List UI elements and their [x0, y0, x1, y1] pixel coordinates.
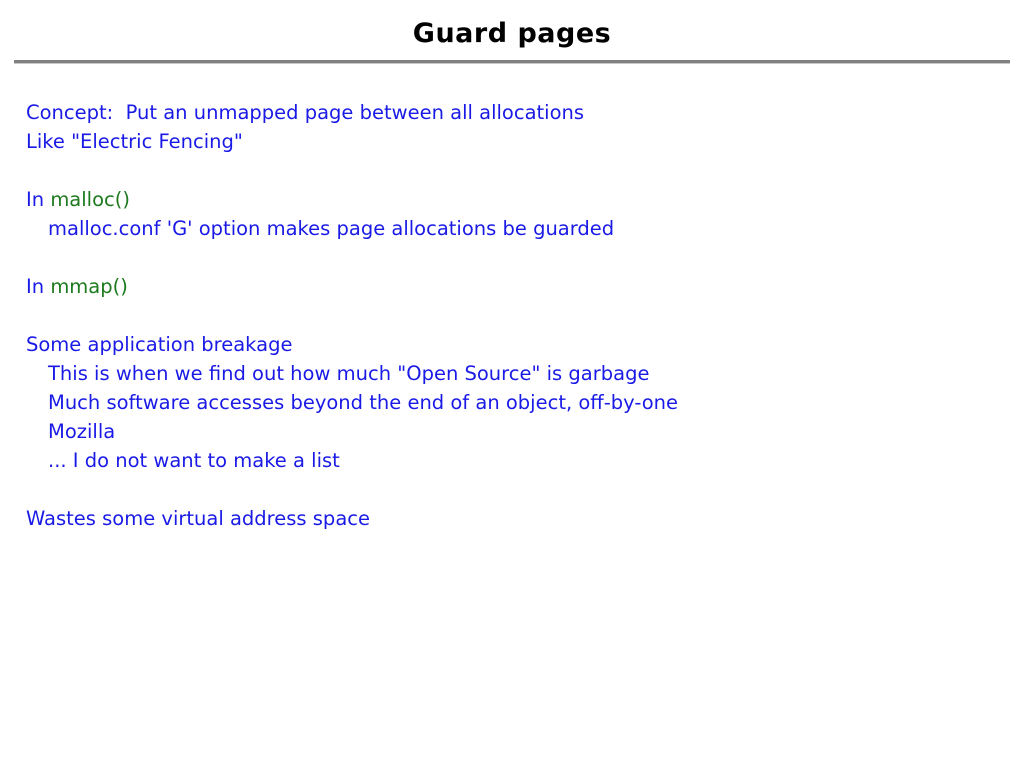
in-mmap-prefix: In	[26, 275, 51, 298]
body-line-wastes-space: Wastes some virtual address space	[26, 507, 370, 530]
body-line-no-list: ... I do not want to make a list	[48, 449, 340, 472]
page-title: Guard pages	[412, 18, 612, 49]
body-spacer	[26, 475, 998, 504]
body-line-off-by-one: Much software accesses beyond the end of an object, off-by-one	[48, 391, 679, 414]
body-spacer	[26, 156, 998, 185]
body-spacer	[26, 301, 998, 330]
body-line-mozilla: Mozilla	[48, 420, 116, 443]
in-malloc-prefix: In	[26, 188, 51, 211]
body-line-electric-fencing: Like "Electric Fencing"	[26, 130, 243, 153]
body-line-malloc-conf: malloc.conf 'G' option makes page allocations be guarded	[48, 217, 615, 240]
slide-body	[26, 98, 998, 533]
mmap-code: mmap()	[50, 275, 128, 298]
body-line-open-source: This is when we find out how much "Open Source" is garbage	[48, 362, 650, 385]
body-line-in-malloc	[26, 185, 998, 214]
body-spacer	[26, 243, 998, 272]
body-line-in-mmap	[26, 272, 998, 301]
body-line-app-breakage: Some application breakage	[26, 333, 293, 356]
malloc-code: malloc()	[50, 188, 130, 211]
title-divider	[14, 60, 1010, 64]
body-line-concept: Concept: Put an unmapped page between all allocations	[26, 101, 585, 124]
